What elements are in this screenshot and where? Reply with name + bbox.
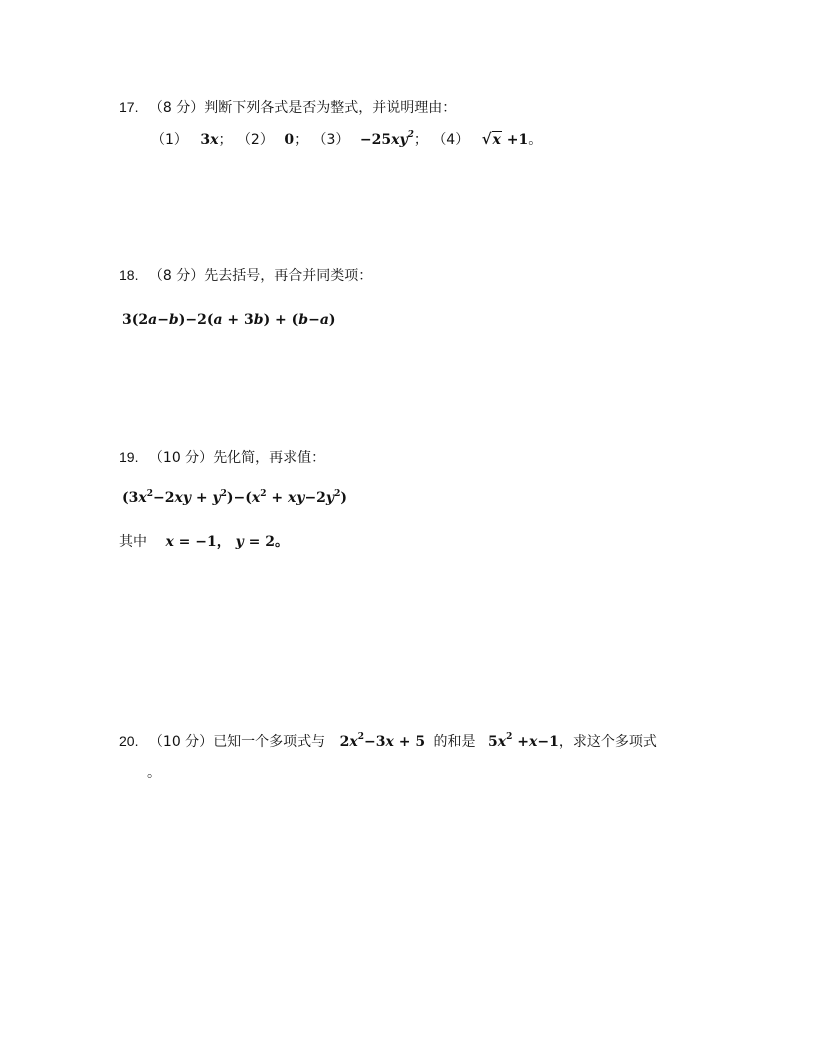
question-19-condition <box>119 533 289 551</box>
question-prompt: 判断下列各式是否为整式，并说明理由： <box>204 100 457 116</box>
question-prompt: 先化简，再求值： <box>213 450 326 466</box>
question-19-expression <box>122 489 347 507</box>
math-expression: 3x <box>200 132 219 148</box>
item-separator: ； <box>294 132 309 148</box>
question-20-tail: 。 <box>147 765 161 781</box>
math-expression: $-25xy^2$ <box>359 130 414 148</box>
question-number: 17. <box>119 99 139 115</box>
math-expression: $(3x^2-2xy + y^2)-(x^2 + xy-2y^2)$ <box>122 489 347 506</box>
item-separator: ； <box>218 132 233 148</box>
question-score: （10 分） <box>148 734 214 750</box>
question-prompt: 先去括号，再合并同类项： <box>204 268 373 284</box>
question-score: （8 分） <box>148 100 205 116</box>
question-score: （10 分） <box>148 450 214 466</box>
question-20 <box>119 732 657 751</box>
question-number: 19. <box>119 449 139 465</box>
question-17 <box>119 98 456 117</box>
question-19 <box>119 448 325 467</box>
item-label: （3） <box>312 132 350 148</box>
item-label: （4） <box>432 132 470 148</box>
math-expression: $2x^2-3x + 5$ <box>339 732 426 750</box>
math-expression: √x +1 <box>481 130 529 148</box>
question-18 <box>119 266 372 285</box>
math-expression: 3(2a−b)−2(a + 3b) + (b−a) <box>122 312 336 328</box>
item-label: （1） <box>151 132 188 148</box>
math-expression: x = −1， y = 2。 <box>165 534 290 550</box>
math-expression: 0 <box>284 132 295 148</box>
question-prompt: 的和是 <box>433 734 476 750</box>
question-17-items <box>151 130 542 149</box>
math-expression: $5x^2 +x-1$ <box>488 732 559 750</box>
where-label: 其中 <box>119 534 147 550</box>
question-prompt: 已知一个多项式与 <box>213 734 326 750</box>
question-18-expression <box>122 311 336 329</box>
question-number: 18. <box>119 267 139 283</box>
question-number: 20. <box>119 733 139 749</box>
question-score: （8 分） <box>148 268 205 284</box>
item-separator: ； <box>413 132 428 148</box>
item-separator: 。 <box>528 132 543 148</box>
item-label: （2） <box>236 132 274 148</box>
question-prompt: ，求这个多项式 <box>558 734 657 750</box>
